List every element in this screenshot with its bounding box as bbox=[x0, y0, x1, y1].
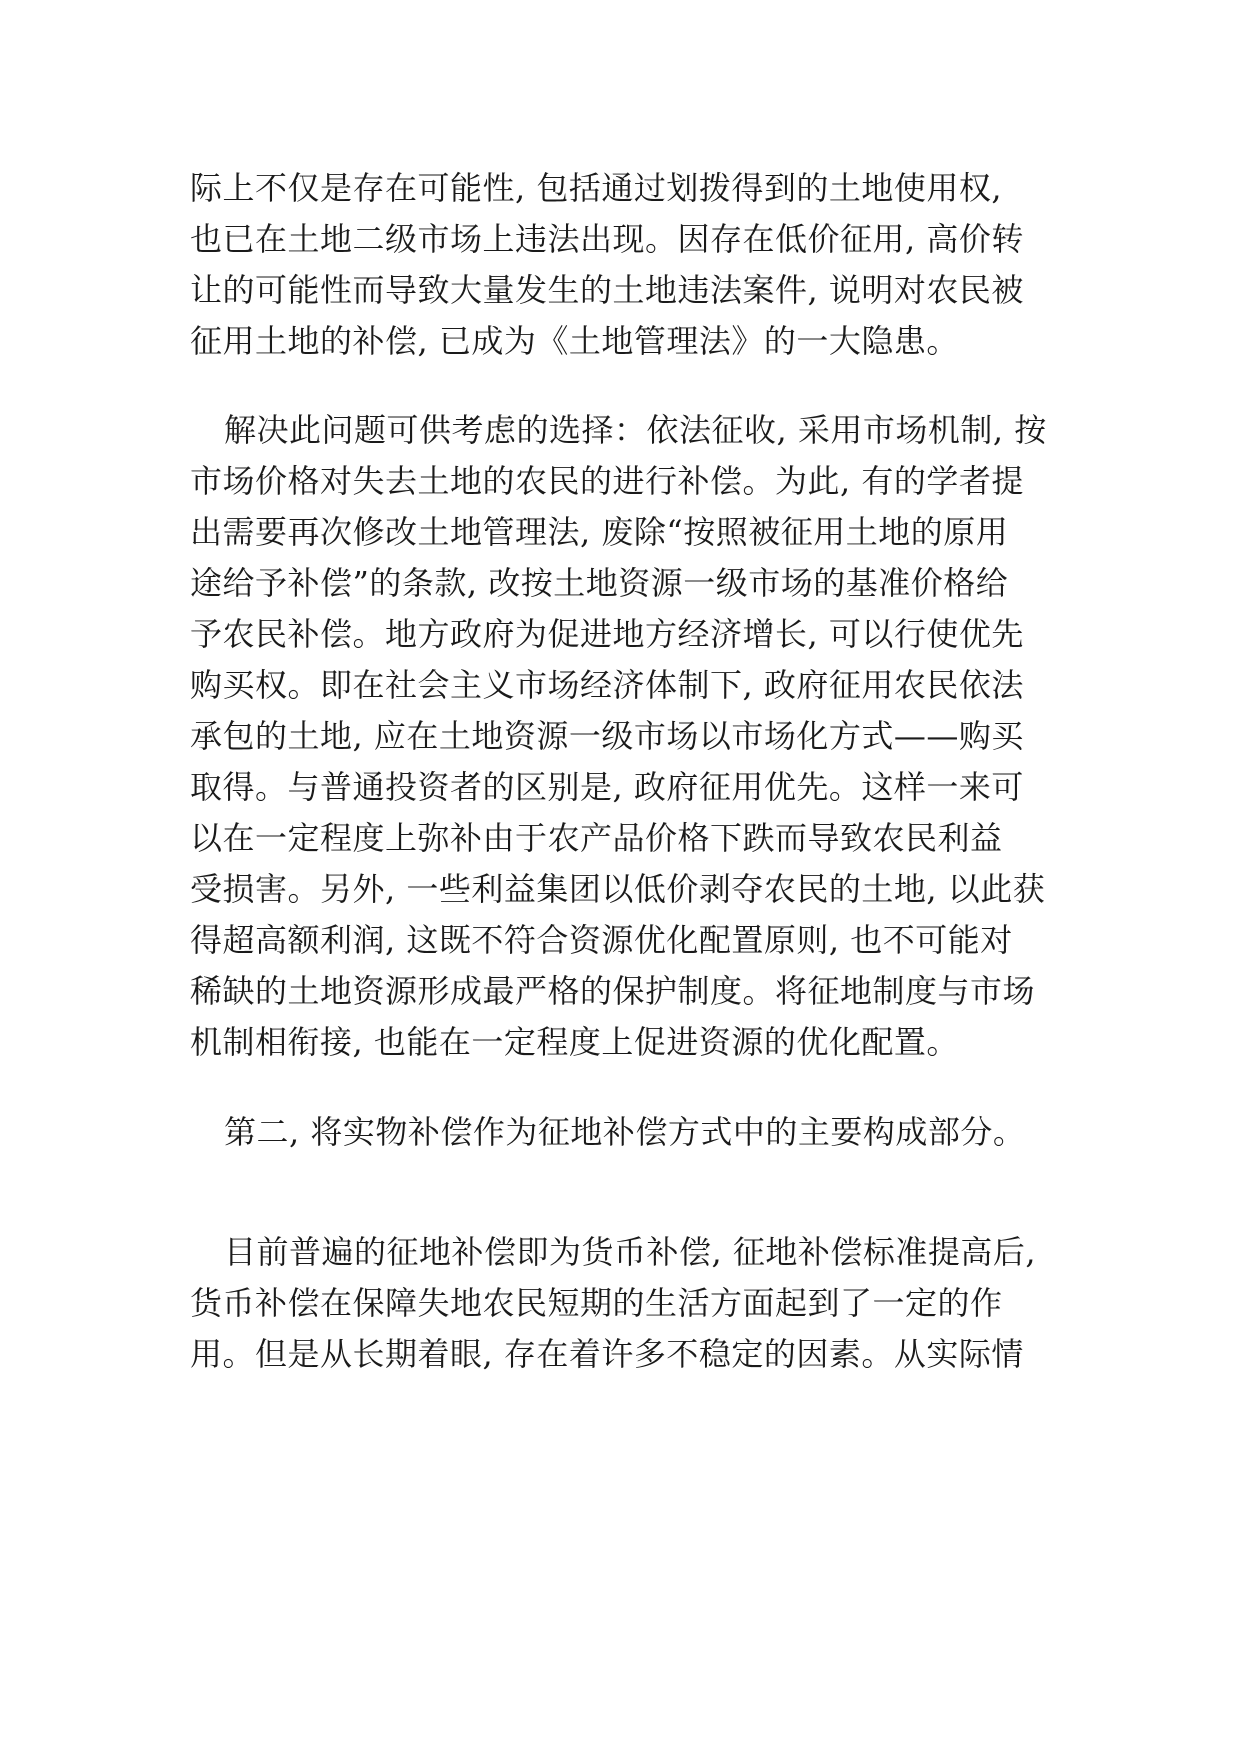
paragraph-line: 解决此问题可供考虑的选择：依法征收, 采用市场机制, 按 bbox=[224, 411, 1047, 449]
paragraph-line: 以在一定程度上弥补由于农产品价格下跌而导致农民利益 bbox=[190, 819, 1003, 857]
paragraph-line: 际上不仅是存在可能性, 包括通过划拨得到的土地使用权, bbox=[190, 169, 1003, 207]
paragraph-line: 取得。与普通投资者的区别是, 政府征用优先。这样一来可 bbox=[190, 768, 1024, 806]
paragraph-line: 货币补偿在保障失地农民短期的生活方面起到了一定的作 bbox=[190, 1284, 1003, 1322]
paragraph-line: 让的可能性而导致大量发生的土地违法案件, 说明对农民被 bbox=[190, 271, 1024, 309]
paragraph-line: 目前普遍的征地补偿即为货币补偿, 征地补偿标准提高后, bbox=[224, 1233, 1037, 1271]
paragraph-line: 征用土地的补偿, 已成为《土地管理法》的一大隐患。 bbox=[190, 322, 959, 360]
paragraph-line: 也已在土地二级市场上违法出现。因存在低价征用, 高价转 bbox=[190, 220, 1024, 258]
paragraph-line: 购买权。即在社会主义市场经济体制下, 政府征用农民依法 bbox=[190, 666, 1024, 704]
paragraph-line: 用。但是从长期着眼, 存在着许多不稳定的因素。从实际情 bbox=[190, 1335, 1024, 1373]
paragraph-line: 机制相衔接, 也能在一定程度上促进资源的优化配置。 bbox=[190, 1023, 959, 1061]
paragraph-line: 受损害。另外, 一些利益集团以低价剥夺农民的土地, 以此获 bbox=[190, 870, 1046, 908]
paragraph-line: 稀缺的土地资源形成最严格的保护制度。将征地制度与市场 bbox=[190, 972, 1036, 1010]
paragraph-line: 出需要再次修改土地管理法, 废除“按照被征用土地的原用 bbox=[190, 513, 1009, 551]
paragraph-line: 途给予补偿”的条款, 改按土地资源一级市场的基准价格给 bbox=[190, 564, 1009, 602]
paragraph-line: 承包的土地, 应在土地资源一级市场以市场化方式——购买 bbox=[190, 717, 1024, 755]
paragraph-line: 市场价格对失去土地的农民的进行补偿。为此, 有的学者提 bbox=[190, 462, 1024, 500]
paragraph-line: 予农民补偿。地方政府为促进地方经济增长, 可以行使优先 bbox=[190, 615, 1024, 653]
paragraph-line: 得超高额利润, 这既不符合资源优化配置原则, 也不可能对 bbox=[190, 921, 1013, 959]
paragraph-line: 第二, 将实物补偿作为征地补偿方式中的主要构成部分。 bbox=[224, 1113, 1026, 1151]
